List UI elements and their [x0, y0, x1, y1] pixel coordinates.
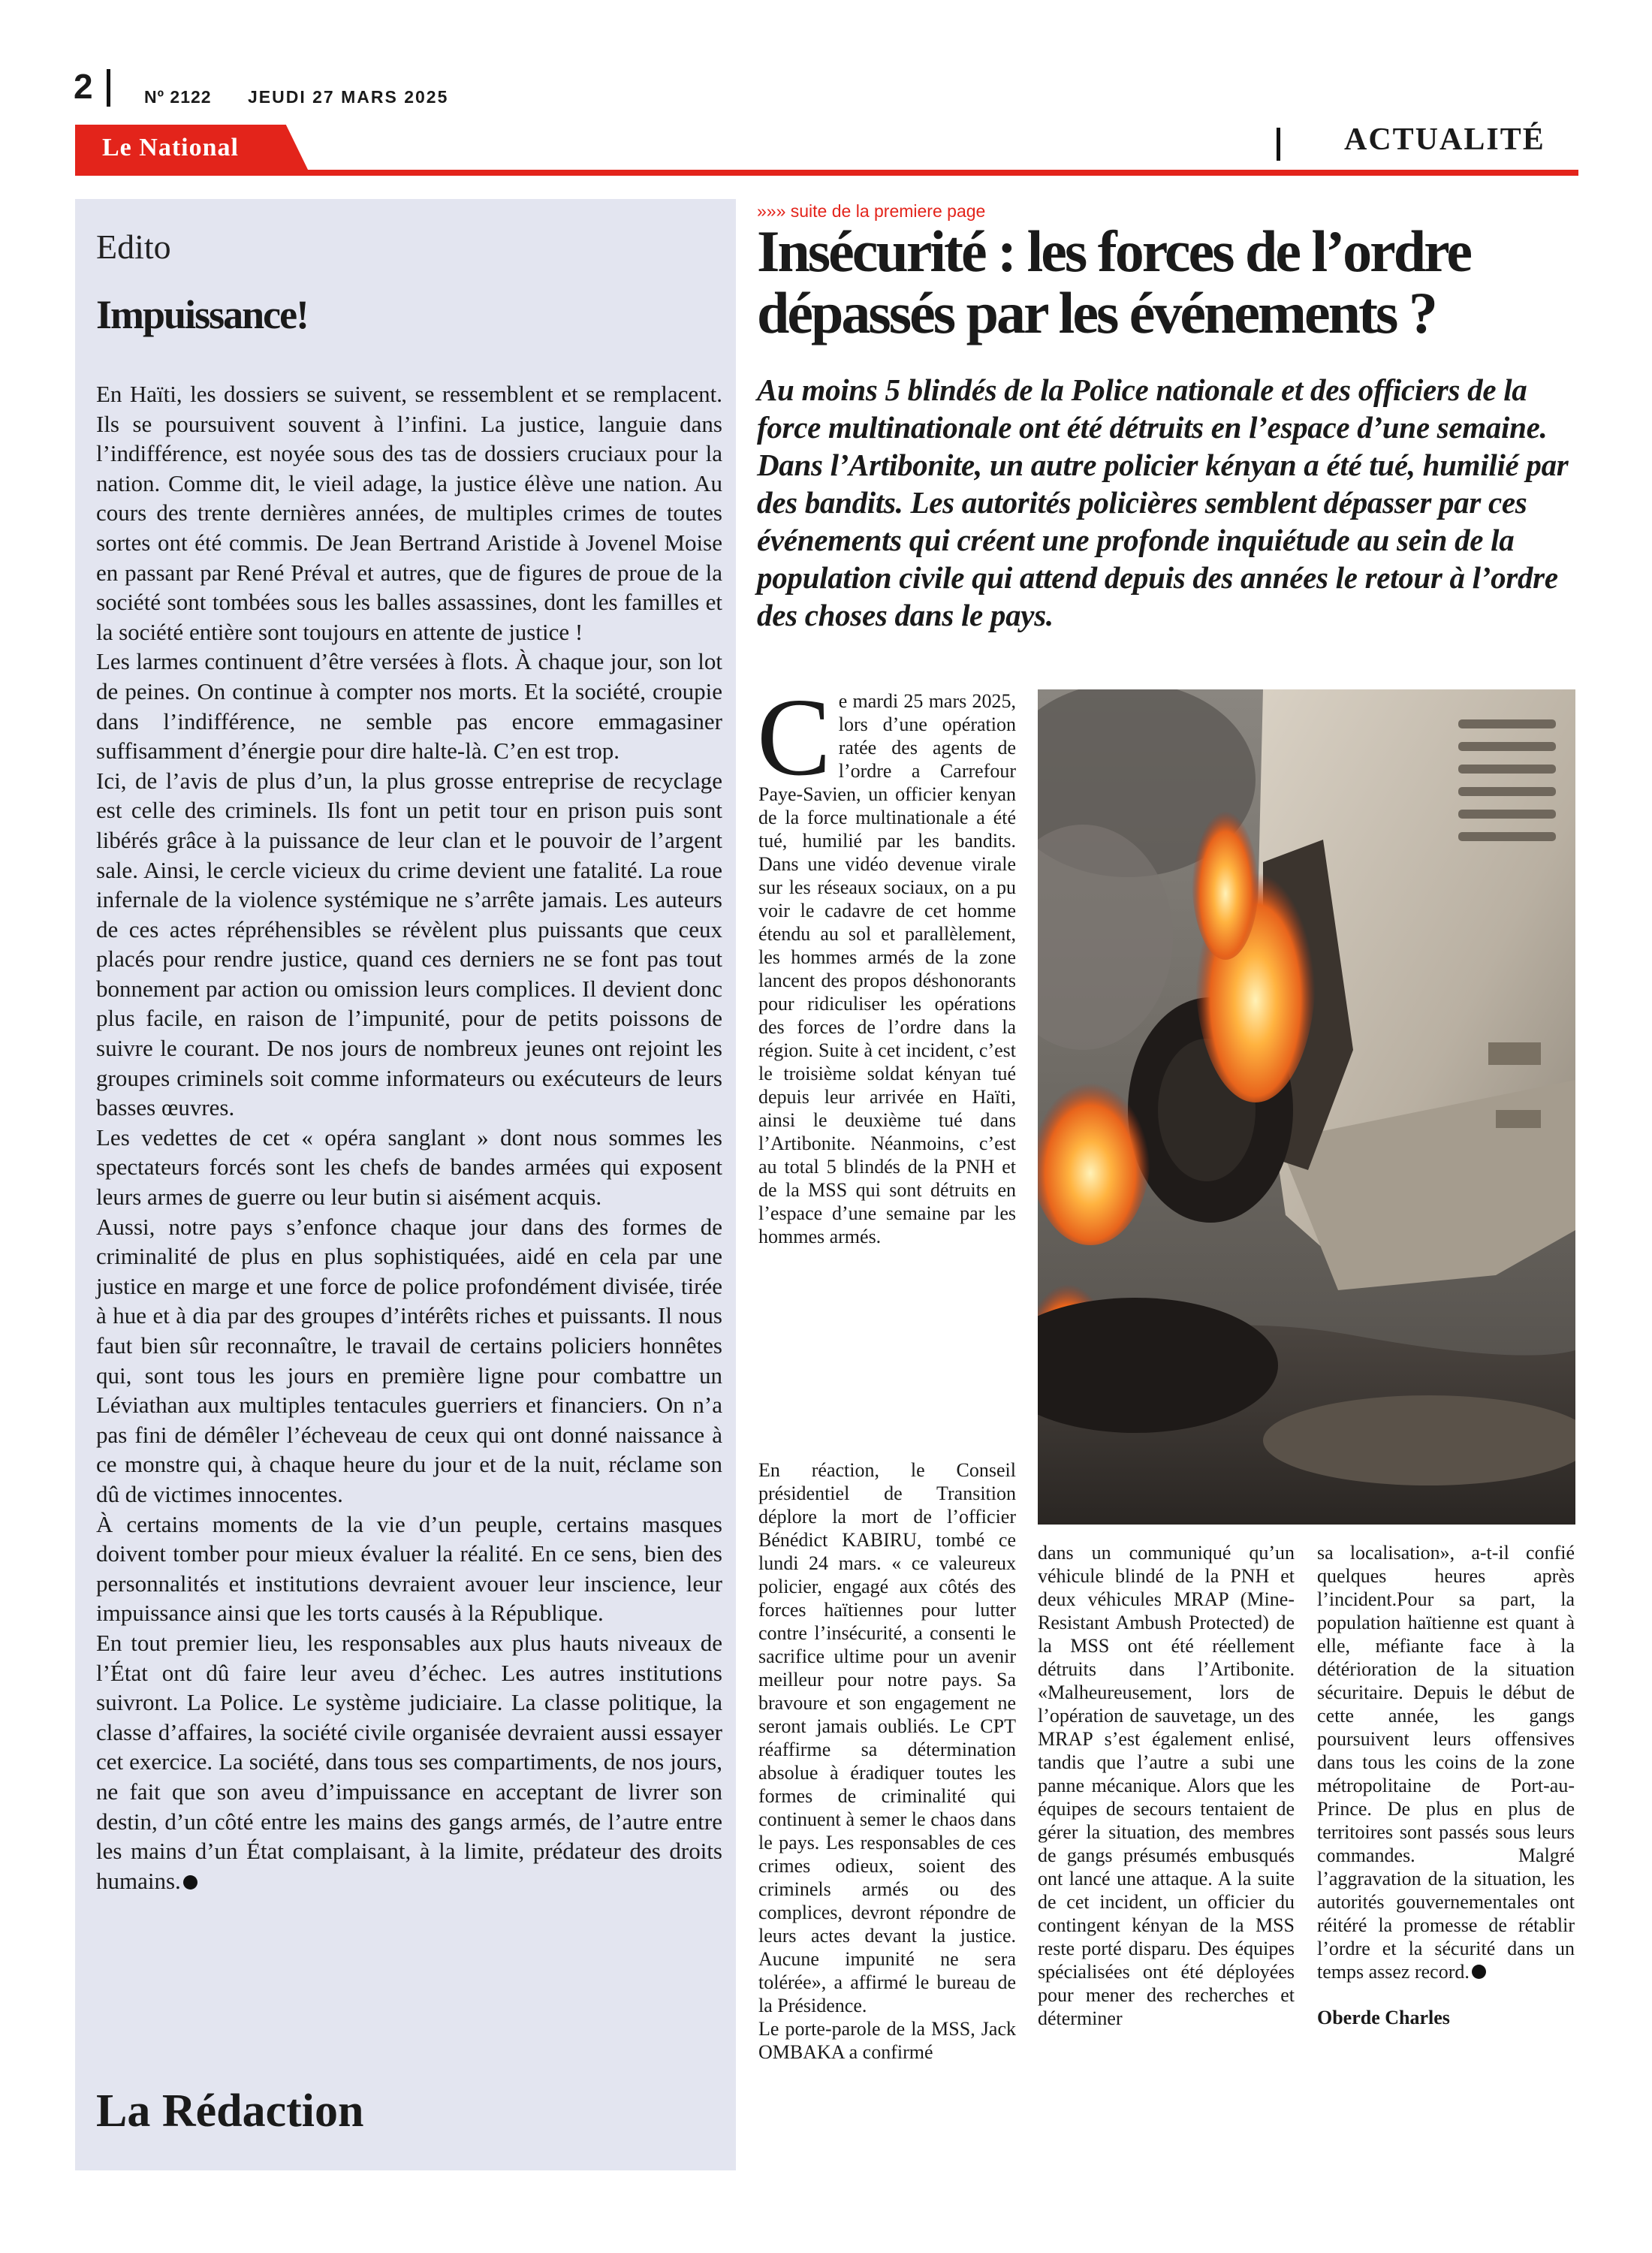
article-paragraph: Le porte-parole de la MSS, Jack OMBAKA a confirmé: [758, 2018, 1016, 2063]
edito-kicker: Edito: [96, 228, 171, 266]
end-mark-icon: [1472, 1965, 1486, 1979]
issue-date: JEUDI 27 MARS 2025: [248, 87, 449, 107]
article-column-3: [1317, 1541, 1575, 2029]
article-paragraph: En réaction, le Conseil présidentiel de Transition déplore la mort de l’officier Bénédict KABIRU, tombé ce lundi 24 mars. « ce valeureux policier, engagé aux côtés des forces haïtiennes pour lutter contre l’insécurité, a consenti le sacrifice ultime pour un avenir meilleur pour notre pays. Sa bravoure et son engagement ne seront jamais oubliés. Le CPT réaffirme sa détermination absolue à éradiquer toutes les formes de criminalité qui continuent à semer le chaos dans le pays. Les responsables de ces crimes odieux, soient des criminels armés ou des complices, devront répondre de leurs actes devant la justice. Aucune impunité ne sera tolérée», a affirmé le bureau de la Présidence.: [758, 1459, 1016, 2016]
article-headline: Insécurité : les forces de l’ordre dépassés par les événements ?: [757, 219, 1470, 345]
section-title: ACTUALITÉ: [1344, 122, 1545, 157]
article-opening-paragraph: [757, 676, 1016, 1248]
edito-title: Impuissance!: [96, 292, 309, 337]
article-byline: Oberde Charles: [1317, 2007, 1450, 2028]
edito-body: [96, 379, 722, 1896]
burning-armored-vehicle-photo: [1038, 689, 1575, 1525]
article-photo: [1038, 689, 1575, 1525]
edito-last-paragraph: [96, 1628, 722, 1896]
edito-paragraph: À certains moments de la vie d’un peuple, certains masques doivent tomber pour mieux évaluer la réalité. En ce sens, bien des personnalités et institutions devraient avouer leur inscience, leur impuissance ainsi que les torts causés à la République.: [96, 1510, 722, 1627]
article-paragraph: sa localisation», a-t-il confié quelques heures après l’incident.Pour sa part, la population haïtienne est quant à elle, méfiante face à la détérioration de la situation sécuritaire. Depuis le début de cette année, les gangs poursuivent leurs offensives dans tous les coins de la zone métropolitaine de Port-au-Prince. De plus en plus de territoires sont passés sous leurs commandes. Malgré l’aggravation de la situation, les autorités gouvernementales ont réitéré la promesse de rétablir l’ordre et la sécurité dans un temps assez record.: [1317, 1542, 1575, 1983]
article-paragraph: e mardi 25 mars 2025, lors d’une opération ratée des agents de l’ordre a Carrefour Paye-Savien, un officier kenyan de la force multinationale a été tué, humilié par les bandits. Dans une vidéo devenue virale sur les réseaux sociaux, on a pu voir le cadavre de cet homme étendu au sol et parallèlement, les hommes armés de la zone lancent des propos déshonorants pour ridiculiser les opérations des forces de l’ordre dans la région. Suite à cet incident, c’est le troisième soldat kényan tué depuis leur arrivée en Haïti, ainsi le deuxième tué dans l’Artibonite. Néanmoins, c’est au total 5 blindés de la PNH et de la MSS qui sont détruits en l’espace d’une semaine par les hommes armés.: [758, 690, 1016, 1247]
header-divider: [107, 69, 110, 107]
article-column-1-bottom: [758, 1458, 1016, 2064]
article-last-paragraph: [1317, 1541, 1575, 1983]
edito-paragraph: Les larmes continuent d’être versées à flots. À chaque jour, son lot de peines. On continue à compter nos morts. Et la société, croupie dans l’indifférence, ne semble pas encore emmagasiner suffisamment d’énergie pour dire halte-là. C’en est trop.: [96, 648, 722, 765]
end-mark-icon: [183, 1875, 197, 1890]
edito-signature: La Rédaction: [96, 2086, 364, 2137]
edito-paragraph: En tout premier lieu, les responsables aux plus hauts niveaux de l’État ont dû faire leur aveu d’échec. Les autres institutions suivront. La Police. Le système judiciaire. La classe politique, la classe d’affaires, la société civile organisée devraient aussi essayer cet exercice. La société, dans tous ses compartiments, de nos jours, ne fait que son aveu d’impuissance en acceptant de livrer son destin, d’un côté entre les mains des gangs armés, de l’autre entre les mains d’un État complaisant, à la limite, prédateur des droits humains.: [96, 1629, 722, 1894]
edito-paragraph: Aussi, notre pays s’enfonce chaque jour dans des formes de criminalité de plus en plus sophistiquées, aidé en cela par une justice en marge et une force de police profondément divisée, tirée à hue et à dia par des groupes d’intérêts riches et puissants. Il nous faut bien sûr reconnaître, le travail de certains policiers honnêtes qui, sont tous les jours en première ligne pour combattre un Léviathan aux multiples tentacules guerriers et financiers. On n’a pas fini de démêler l’écheveau de ceux qui ont donné naissance à ce monstre qui, à chaque heure du jour et de la nuit, réclame son dû de victimes innocentes.: [96, 1213, 722, 1507]
article-lead: Au moins 5 blindés de la Police nationale et des officiers de la force multinationale ont été détruits en l’espace d’une semaine. Dans l’Artibonite, un autre policier kényan a été tué, humilié par des bandits. Les autorités policières semblent dépasser par ces événements qui créent une profonde inquiétude au sein de la population civile qui attend depuis des années le retour à l’ordre des choses dans le pays.: [757, 372, 1569, 632]
drop-cap: C: [757, 676, 831, 799]
article-paragraph: dans un communiqué qu’un véhicule blindé de la PNH et deux véhicules MRAP (Mine-Resistant Ambush Protected) de la MSS ont été réellement détruits dans l’Artibonite. «Malheureusement, lors de l’opération de sauvetage, un des MRAP s’est également enlisé, tandis que l’autre a subi une panne mécanique. Alors que les équipes de secours tentaient de gérer la situation, des membres de gangs présumés embusqués ont lancé une attaque. A la suite de cet incident, un officier du contingent kényan de la MSS reste porté disparu. Des équipes spécialisées ont été déployées pour mener des recherches et déterminer: [1038, 1542, 1295, 2029]
issue-number: Nº 2122: [144, 87, 212, 107]
edito-paragraph: Ici, de l’avis de plus d’un, la plus grosse entreprise de recyclage est celle des criminels. Ils font un petit tour en prison puis sont libérés grâce à la puissance de leur clan et le pouvoir de l’argent sale. Ainsi, le cercle vicieux du crime devient une fatalité. La roue infernale de la violence systémique ne s’arrête jamais. Les auteurs de ces actes répréhensibles se révèlent plus puissants que ceux placés pour rendre justice, quand ces derniers ne se font pas tout bonnement par action ou omission leurs complices. Il devient donc plus facile, en raison de l’impunité, pour de petits poissons de suivre le courant. De nos jours de nombreux jeunes ont rejoint les groupes criminels soit comme informateurs ou exécuteurs de leurs basses œuvres.: [96, 767, 722, 1121]
section-divider: [1277, 128, 1280, 161]
article-column-1-top: [757, 676, 1016, 1248]
edito-paragraph: En Haïti, les dossiers se suivent, se ressemblent et se remplacent. Ils se poursuivent souvent à l’infini. La justice, languie dans l’indifférence, est noyée sous des tas de dossiers cruciaux pour la nation. Comme dit, le vieil adage, la justice élève une nation. Au cours des trente dernières années, de multiples crimes de toutes sortes ont été commis. De Jean Bertrand Aristide à Jovenel Moise en passant par René Préval et autres, que de figures de proue de la société sont tombées sous les balles assassines, dont les familles et la société entière sont toujours en attente de justice !: [96, 381, 722, 645]
continuation-kicker: »»» suite de la premiere page: [757, 201, 986, 221]
page-number: 2: [74, 67, 93, 106]
article-column-2: [1038, 1541, 1295, 2030]
edito-paragraph: Les vedettes de cet « opéra sanglant » dont nous sommes les spectateurs forcés sont les chefs de bandes armées qui exposent leurs armes de guerre ou leur butin si aisément acquis.: [96, 1123, 722, 1211]
newspaper-brand: Le National: [102, 134, 239, 161]
